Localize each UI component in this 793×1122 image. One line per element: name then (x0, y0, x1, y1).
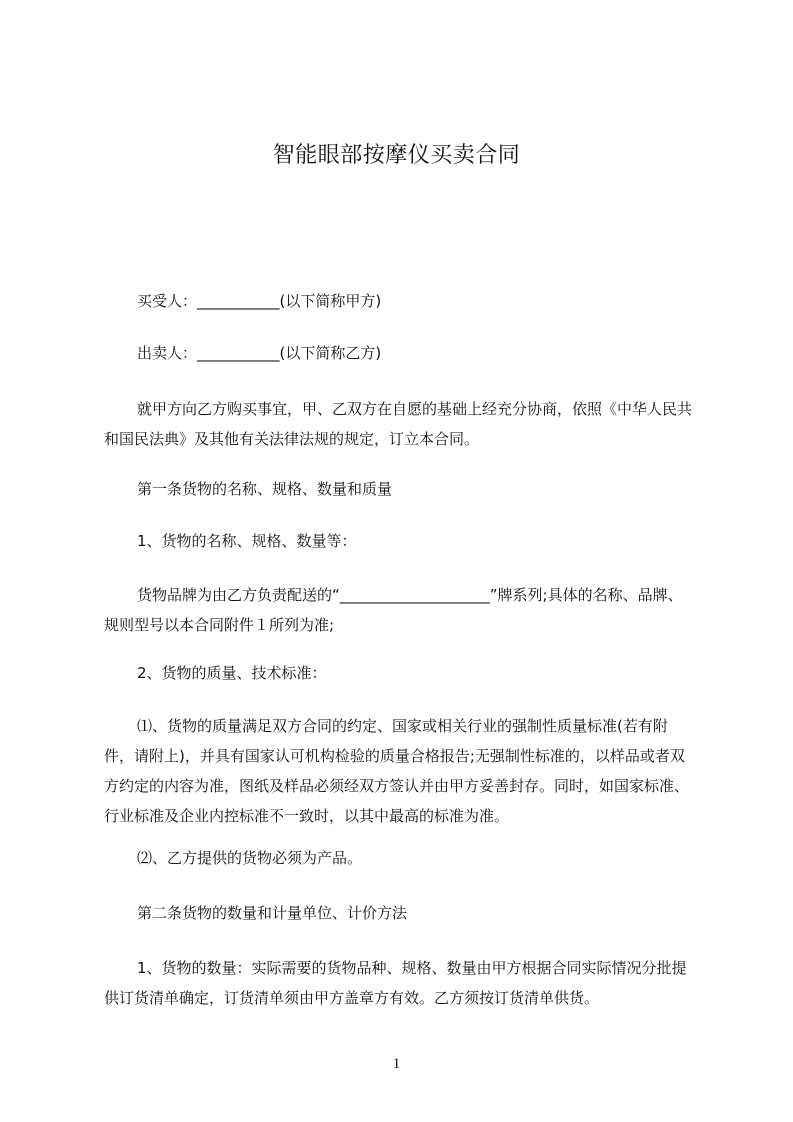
clause-brand-paragraph: 货物品牌为由乙方负责配送的“____________________”牌系列;具体的名称、品牌、规则型号以本合同附件１所列为准; (104, 586, 683, 634)
seller-line: 出卖人：___________(以下简称乙方) (137, 344, 382, 362)
document-title: 智能眼部按摩仪买卖合同 (272, 143, 521, 168)
page-number: 1 (392, 1056, 401, 1072)
quality-paragraph: ⑴、货物的质量满足双方合同的约定、国家或相关行业的强制性质量标准(若有附件，请附上)，并具有国家认可机构检验的质量合格报告;无强制性标准的，以样品或者双方约定的内容为准，图纸及样品必须经双方签认并由甲方妥善封存。同时，如国家标准、行业标准及企业内控标准不一致时，以其中最高的标准为准。 (104, 717, 690, 825)
quality-subclause-2: ⑵、乙方提供的货物必须为产品。 (137, 849, 363, 867)
clause-1-1: 1、货物的名称、规格、数量等： (137, 532, 357, 550)
buyer-line: 买受人：___________(以下简称甲方) (137, 292, 382, 310)
article-one-heading: 第一条货物的名称、规格、数量和质量 (137, 480, 393, 498)
article-two-heading: 第二条货物的数量和计量单位、计价方法 (137, 904, 408, 922)
quantity-paragraph: 1、货物的数量：实际需要的货物品种、规格、数量由甲方根据合同实际情况分批提供订货清单确定，订货清单须由甲方盖章方有效。乙方须按订货清单供货。 (104, 959, 687, 1007)
intro-paragraph: 就甲方向乙方购买事宜，甲、乙双方在自愿的基础上经充分协商，依照《中华人民共和国民法典》及其他有关法律法规的规定，订立本合同。 (104, 400, 693, 448)
clause-1-2: 2、货物的质量、技术标准： (137, 664, 327, 682)
